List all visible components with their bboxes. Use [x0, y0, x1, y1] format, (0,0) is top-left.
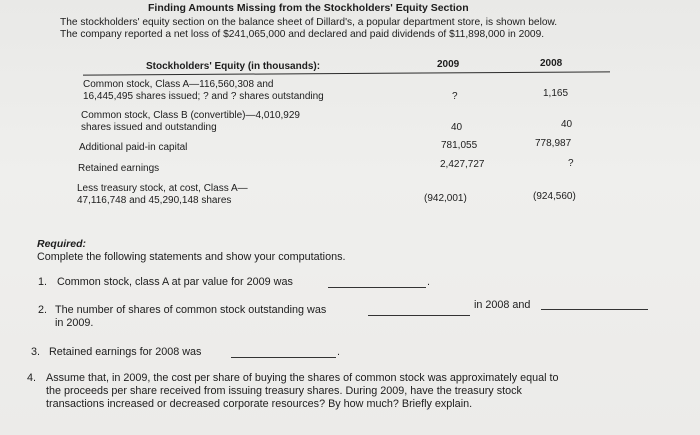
- row-value-2009: (942,001): [424, 193, 467, 204]
- required-heading: Required:: [37, 238, 87, 250]
- row-value-2008: 40: [561, 119, 573, 130]
- required-instruction: Complete the following statements and show your computations.: [37, 251, 346, 263]
- row-label-line: Retained earnings: [78, 163, 160, 174]
- intro-line-2: The company reported a net loss of $241,065,000 and declared and paid dividends of $11,898,000 in 2009.: [60, 29, 545, 40]
- question-text: Retained earnings for 2008 was: [49, 346, 202, 358]
- row-label-line: Additional paid-in capital: [79, 142, 188, 153]
- row-value-2009: 2,427,727: [440, 159, 485, 170]
- header-underline: [83, 71, 610, 75]
- row-value-2008: (924,560): [533, 191, 576, 202]
- question-mid: in 2008 and: [474, 299, 531, 311]
- question-number: 2.: [38, 304, 48, 316]
- row-label-line: 16,445,495 shares issued; ? and ? shares outstanding: [83, 91, 324, 102]
- row-value-2008: 778,987: [535, 138, 572, 149]
- table-header-2009: 2009: [437, 59, 460, 70]
- row-value-2009: 40: [451, 122, 463, 133]
- question-number: 4.: [27, 372, 37, 384]
- row-label-line: 47,116,748 and 45,290,148 shares: [77, 195, 232, 206]
- question-number: 1.: [38, 276, 48, 288]
- question-continuation: in 2009.: [55, 317, 94, 329]
- question-end: .: [337, 346, 340, 358]
- row-value-2009: 781,055: [441, 140, 478, 151]
- table-header-2008: 2008: [540, 58, 563, 69]
- answer-blank[interactable]: [328, 287, 426, 288]
- row-label-line: shares issued and outstanding: [81, 122, 217, 133]
- row-value-2009: ?: [452, 91, 458, 102]
- question-end: .: [427, 276, 430, 288]
- question-text: Common stock, class A at par value for 2009 was: [57, 276, 293, 288]
- intro-line-1: The stockholders' equity section on the balance sheet of Dillard's, a popular department store, is shown below.: [60, 17, 558, 28]
- question-line: transactions increased or decreased corporate resources? By how much? Briefly explain.: [46, 398, 473, 410]
- row-label-line: Less treasury stock, at cost, Class A—: [77, 183, 248, 194]
- answer-blank[interactable]: [231, 357, 336, 358]
- page-title: Finding Amounts Missing from the Stockholders' Equity Section: [148, 2, 469, 14]
- answer-blank[interactable]: [368, 315, 470, 316]
- answer-blank[interactable]: [541, 309, 648, 310]
- row-label-line: Common stock, Class B (convertible)—4,010,929: [81, 110, 300, 121]
- row-value-2008: 1,165: [543, 88, 569, 99]
- row-value-2008: ?: [568, 158, 574, 169]
- question-line: the proceeds per share received from issuing treasury shares. During 2009, have the treasury stock: [46, 385, 522, 397]
- table-header-label: Stockholders' Equity (in thousands):: [146, 61, 321, 72]
- question-line: Assume that, in 2009, the cost per share of buying the shares of common stock was approximately equal to: [46, 372, 559, 384]
- question-number: 3.: [31, 346, 41, 358]
- row-label-line: Common stock, Class A—116,560,308 and: [83, 79, 274, 90]
- question-text: The number of shares of common stock outstanding was: [55, 304, 327, 316]
